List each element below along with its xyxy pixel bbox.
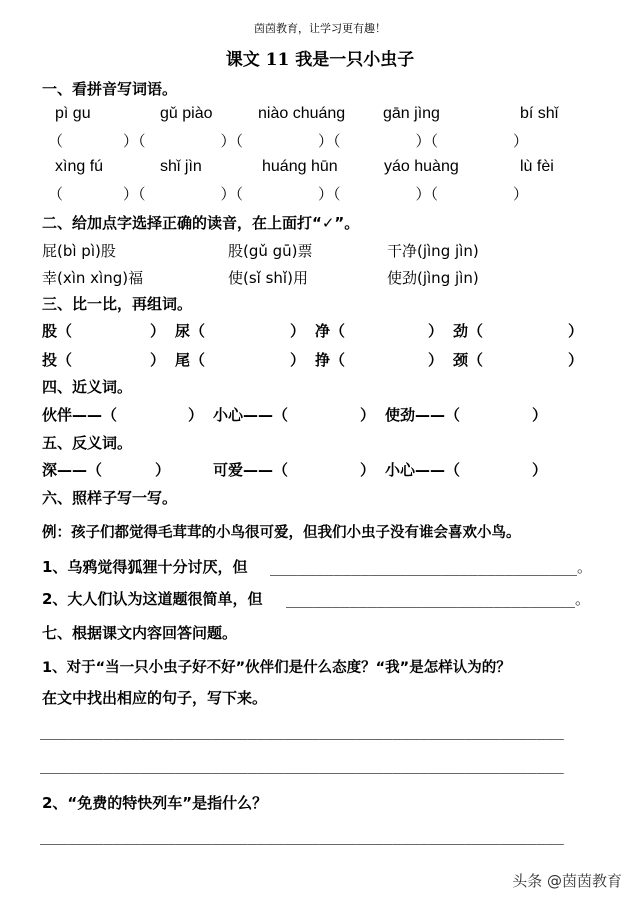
compare-char-7[interactable]: 挣（ [315,351,346,369]
section-2-heading: 二、给加点字选择正确的读音，在上面打“✓”。 [42,214,360,232]
pinyin-7: shǐ jìn [160,158,202,175]
pinyin-9: yáo huàng [384,158,459,175]
synonym-2[interactable]: 小心——（ [213,406,289,424]
section-1-heading: 一、看拼音写词语。 [42,80,178,98]
answer-line-2[interactable]: __________________________________________________________ [40,756,564,774]
answer-box-row2[interactable]: （ ）（ ）（ ）（ ）（ ） [48,185,529,203]
synonym-1[interactable]: 伙伴——（ [42,406,118,424]
page-title: 课文 11 我是一只小虫子 [225,50,415,70]
answer-line-3[interactable]: __________________________________________________________ [40,827,564,845]
answer-box-row1[interactable]: （ ）（ ）（ ）（ ）（ ） [48,132,529,150]
pinyin-6: xìng fú [55,158,104,175]
question-1-line-b: 在文中找出相应的句子，写下来。 [42,689,268,707]
compare-char-5[interactable]: 投（ [42,351,73,369]
section-4-heading: 四、近义词。 [42,378,133,396]
antonym-3[interactable]: 小心——（ [385,461,461,479]
compare-close-5: ） [150,351,166,369]
pinyin-8: huáng hūn [262,158,338,175]
pinyin-2: gǔ piào [160,105,213,122]
pinyin-1: pì gu [55,105,91,122]
compare-char-4[interactable]: 劲（ [453,322,484,340]
antonym-close-2: ） [360,461,376,479]
compare-char-8[interactable]: 颈（ [453,351,484,369]
reading-choice-5[interactable]: 使(sǐ shǐ)用 [228,269,308,287]
synonym-close-3: ） [532,406,548,424]
pinyin-4: gān jìng [383,105,440,122]
synonym-close-1: ） [188,406,204,424]
antonym-close-3: ） [532,461,548,479]
imitation-q2: 2、大人们认为这道题很简单，但 [42,590,263,608]
imitation-q1: 1、乌鸦觉得狐狸十分讨厌，但 [42,558,248,576]
compare-close-3: ） [428,322,444,340]
section-6-heading: 六、照样子写一写。 [42,489,178,507]
compare-char-6[interactable]: 尾（ [175,351,206,369]
antonym-1[interactable]: 深——（ [42,461,103,479]
example-sentence: 例：孩子们都觉得毛茸茸的小鸟很可爱，但我们小虫子没有谁会喜欢小鸟。 [42,525,521,541]
antonym-2[interactable]: 可爱——（ [213,461,289,479]
pinyin-5: bí shǐ [520,105,559,122]
compare-close-6: ） [290,351,306,369]
imitation-q2-blank[interactable]: ________________________________。 [286,590,590,608]
reading-choice-6[interactable]: 使劲(jìng jìn) [387,269,479,287]
section-5-heading: 五、反义词。 [42,434,133,452]
compare-close-2: ） [290,322,306,340]
imitation-q1-blank[interactable]: __________________________________。 [270,558,593,576]
section-7-heading: 七、根据课文内容回答问题。 [42,624,238,642]
synonym-close-2: ） [360,406,376,424]
compare-char-2[interactable]: 尿（ [175,322,206,340]
answer-line-1[interactable]: __________________________________________________________ [40,722,564,740]
pinyin-3: niào chuáng [258,105,346,122]
synonym-3[interactable]: 使劲——（ [385,406,461,424]
reading-choice-2[interactable]: 股(gǔ gū)票 [228,242,313,260]
reading-choice-1[interactable]: 屁(bì pì)股 [42,242,116,260]
antonym-close-1: ） [155,461,171,479]
watermark: 头条 @茵茵教育 [512,872,622,890]
compare-close-4: ） [568,322,584,340]
compare-close-7: ） [428,351,444,369]
pinyin-10: lù fèi [520,158,554,175]
question-2: 2、“免费的特快列车”是指什么？ [42,794,268,812]
section-3-heading: 三、比一比，再组词。 [42,295,193,313]
reading-choice-4[interactable]: 幸(xìn xìng)福 [42,269,144,287]
reading-choice-3[interactable]: 干净(jìng jìn) [387,242,479,260]
compare-close-8: ） [568,351,584,369]
compare-char-1[interactable]: 股（ [42,322,73,340]
compare-close-1: ） [150,322,166,340]
compare-char-3[interactable]: 净（ [315,322,346,340]
question-1-line-a: 1、对于“当一只小虫子好不好”伙伴们是什么态度？“我”是怎样认为的？ [42,660,511,676]
page-header: 茵茵教育，让学习更有趣！ [254,22,386,35]
